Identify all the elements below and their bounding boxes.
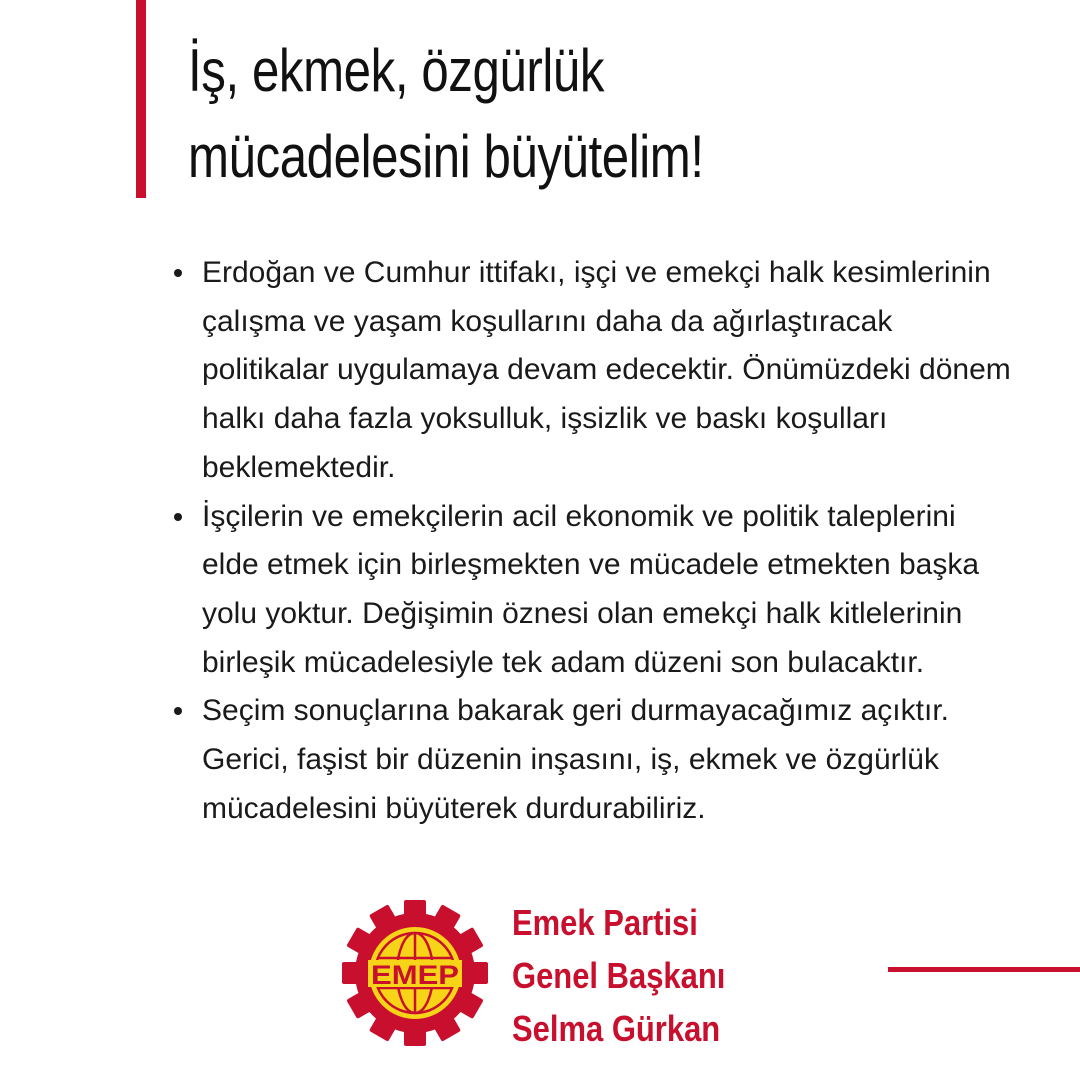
leader-name: Selma Gürkan [512, 1008, 721, 1049]
headline [188, 28, 893, 200]
emep-logo-icon [340, 898, 490, 1048]
statement-item-1: Erdoğan ve Cumhur ittifakı, işçi ve emekçi halk kesimlerinin çalışma ve yaşam koşullarını daha da ağırlaştıracak politikalar uygulamaya devam edecektir. Önümüzdeki dönem halkı daha fazla yoksulluk, işsizlik ve baskı koşulları beklemektedir. [172, 249, 1012, 493]
headline-line-2: mücadelesini büyütelim! [188, 123, 704, 190]
signature [512, 896, 725, 1055]
signature-divider [888, 967, 1080, 972]
statement-list [172, 249, 1012, 833]
statement-item-2: İşçilerin ve emekçilerin acil ekonomik ve politik taleplerini elde etmek için birleşmekten ve mücadele etmekten başka yolu yoktur. Değişimin öznesi olan emekçi halk kitlelerinin birleşik mücadelesiyle tek adam düzeni son bulacaktır. [172, 493, 1012, 688]
statement-item-3: Seçim sonuçlarına bakarak geri durmayacağımız açıktır. Gerici, faşist bir düzenin inşasını, iş, ekmek ve özgürlük mücadelesini büyüterek durdurabiliriz. [172, 687, 1012, 833]
headline-accent-bar [136, 0, 146, 198]
party-name: Emek Partisi [512, 902, 698, 943]
headline-line-1: İş, ekmek, özgürlük [188, 37, 605, 104]
leader-title: Genel Başkanı [512, 955, 726, 996]
logo-text: EMEP [371, 960, 459, 990]
